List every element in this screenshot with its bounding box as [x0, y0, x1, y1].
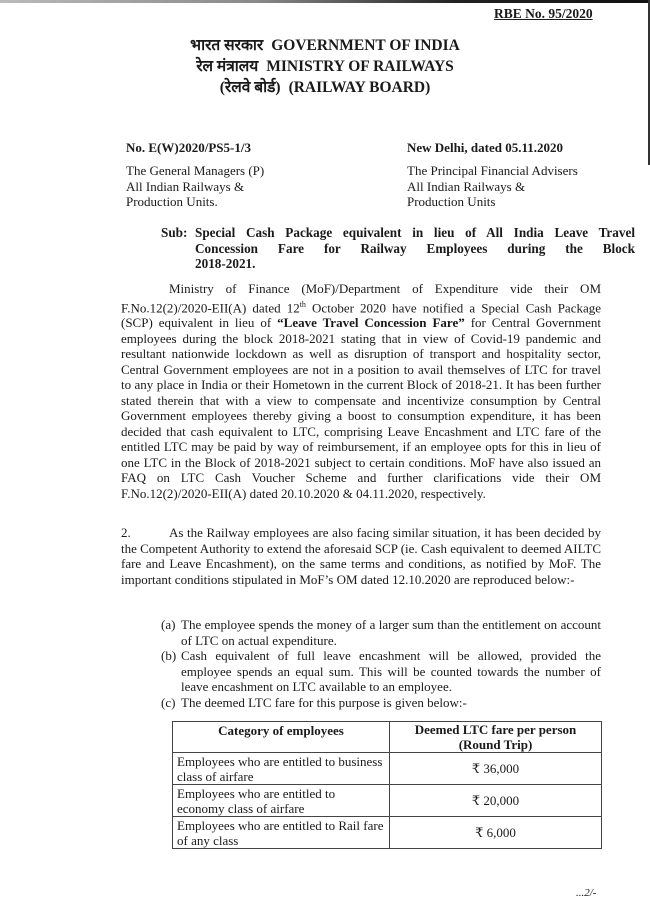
header-board — [0, 77, 650, 98]
fare-table-header-row — [173, 722, 602, 753]
addressees-right — [407, 163, 578, 210]
header-government-english: GOVERNMENT OF INDIA — [271, 37, 460, 54]
scan-edge-top — [0, 0, 650, 3]
addressee-line: The General Managers (P) — [126, 163, 265, 178]
conditions-list — [161, 617, 601, 710]
table-row — [173, 817, 602, 849]
superscript-th: th — [299, 299, 306, 309]
condition-text: The employee spends the money of a larger sum than the entitlement on account of LTC on actual expenditure. — [181, 617, 601, 648]
addressee-line: The Principal Financial Advisers — [407, 163, 578, 178]
rbe-number: RBE No. 95/2020 — [494, 6, 593, 21]
condition-text: The deemed LTC fare for this purpose is given below:- — [181, 694, 467, 710]
fare-cell: ₹ 20,000 — [390, 785, 602, 817]
paragraph-2 — [121, 525, 601, 587]
paragraph-2-number: 2. — [121, 525, 131, 540]
header-ministry-hindi: रेल मंत्रालय — [196, 58, 259, 75]
header-fare: Deemed LTC fare per person (Round Trip) — [390, 722, 602, 753]
table-row — [173, 785, 602, 817]
paragraph-2-text: As the Railway employees are also facing similar situation, it has been decided by the Competent Authority to extend the aforesaid SCP (ie. Cash equivalent to deemed AILTC fare and Leave Encashment), on the same terms and conditions, as notified by MoF. The important conditions stipulated in MoF’s OM dated 12.10.2020 are reproduced below:- — [121, 525, 601, 587]
category-cell: Employees who are entitled to Rail fare of any class — [173, 817, 390, 849]
fare-cell: ₹ 36,000 — [390, 753, 602, 785]
condition-item — [161, 648, 601, 695]
paragraph-1-part1: Ministry of Finance (MoF)/Department of Expenditure vide their OM F.No.12(2)/2020-EII(A) dated 12 — [121, 281, 601, 315]
header-government-hindi: भारत सरकार — [190, 37, 264, 54]
paragraph-1-part3: for Central Government employees during the block 2018-2021 stating that in view of Covid-19 pandemic and resultant nationwide lockdown as well as disruption of transport and hospitality sector, Central Government employees are not in a position to avail themselves of LTC for travel to any place in India or their Hometown in the current Block of 2018-21. It has been further stated therein that with a view to compensate and incentivize consumption by Central Government employees thereby giving a boost to consumption expenditure, it has been decided that cash equivalent to LTC, comprising Leave Encashment and LTC fare of the entitled LTC may be paid by way of reimbursement, if an employee opts for this in lieu of one LTC in the Block of 2018-2021 subject to certain conditions. MoF have also issued an FAQ on LTC Cash Voucher Scheme and further clarifications vide their OM F.No.12(2)/2020-EII(A) dated 20.10.2020 & 04.11.2020, respectively. — [121, 315, 602, 501]
addressee-line: All Indian Railways & — [126, 178, 245, 194]
addressee-line: All Indian Railways & — [407, 178, 526, 194]
subject-line: 2018-2021. — [195, 256, 256, 271]
header-government — [0, 35, 650, 56]
condition-item — [161, 695, 601, 711]
category-cell: Employees who are entitled to economy class of airfare — [173, 785, 390, 817]
header-ministry — [0, 56, 650, 77]
subject-text — [195, 225, 635, 272]
condition-text: Cash equivalent of full leave encashment will be allowed, provided the employee spends an equal sum. This will be counted towards the number of leave encashment on LTC available to an employee. — [181, 648, 601, 694]
condition-mark: (c) — [161, 694, 176, 710]
header-ministry-english: MINISTRY OF RAILWAYS — [266, 58, 454, 75]
table-row — [173, 753, 602, 785]
condition-mark: (b) — [161, 648, 177, 663]
addressee-line: Production Units — [407, 194, 496, 209]
subject-label: Sub: — [161, 225, 188, 240]
condition-mark: (a) — [161, 617, 176, 632]
category-cell: Employees who are entitled to business class of airfare — [173, 753, 390, 785]
reference-number: No. E(W)2020/PS5-1/3 — [126, 140, 251, 155]
paragraph-1-part2: October 2020 have notified a Special Cash Package (SCP) equivalent in lieu of — [121, 299, 601, 331]
fare-table — [172, 721, 602, 849]
paragraph-1 — [121, 281, 601, 501]
header-board-hindi: (रेलवे बोर्ड) — [219, 79, 281, 96]
leave-travel-concession-fare: “Leave Travel Concession Fare” — [277, 315, 465, 331]
addressees-left — [126, 163, 264, 210]
condition-item — [161, 617, 601, 648]
place-date: New Delhi, dated 05.11.2020 — [407, 140, 563, 155]
header-board-english: (RAILWAY BOARD) — [288, 79, 431, 96]
header-category: Category of employees — [173, 722, 390, 753]
subject-line: Special Cash Package equivalent in lieu of All India Leave Travel — [195, 225, 635, 240]
addressee-line: Production Units. — [126, 194, 218, 209]
fare-cell: ₹ 6,000 — [390, 817, 602, 849]
subject-line: Concession Fare for Railway Employees during the Block — [195, 240, 635, 256]
page-continuation: ...2/- — [576, 887, 597, 899]
